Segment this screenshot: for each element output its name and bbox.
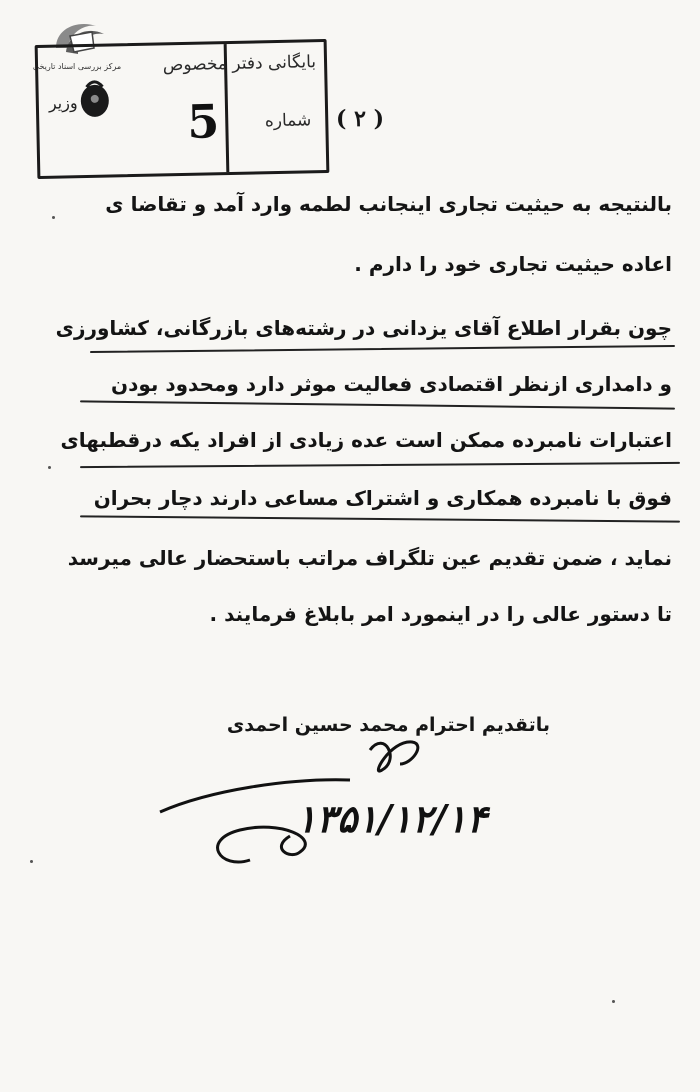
letter-line: اعتبارات نامبرده ممکن است عده زیادی از افراد یکه درقطبهای xyxy=(60,428,672,452)
letter-line: چون بقرار اطلاع آقای یزدانی در رشته‌های بازرگانی، کشاورزی xyxy=(55,316,672,340)
page-number: ( ۲ ) xyxy=(336,106,384,132)
stamp-header: بایگانی دفتر مخصوص xyxy=(162,52,317,76)
closing-line: باتقدیم احترام محمد حسین احمدی xyxy=(226,714,550,736)
underline-mark xyxy=(80,400,675,409)
handwritten-date: ۱۳۵۱/۱۲/۱۴ xyxy=(296,796,488,841)
scan-speck xyxy=(612,1000,615,1003)
letter-line: بالنتیجه به حیثیت تجاری اینجانب لطمه وارد آمد و تقاضا ی xyxy=(105,192,672,216)
scan-speck xyxy=(52,216,55,219)
stamp-number: 5 xyxy=(186,94,220,149)
stamp-seal-text: وزیر xyxy=(48,93,78,113)
underline-mark xyxy=(90,345,675,353)
underline-mark xyxy=(80,515,680,522)
registry-stamp xyxy=(35,39,330,179)
scan-speck xyxy=(30,860,33,863)
underline-mark xyxy=(80,462,680,468)
letter-line: اعاده حیثیت تجاری خود را دارم . xyxy=(354,252,672,276)
signature-icon xyxy=(150,720,470,870)
seal-icon xyxy=(74,76,115,121)
letter-line: تا دستور عالی را در اینمورد امر بابلاغ فرمایند . xyxy=(209,602,672,626)
letter-line: نماید ، ضمن تقدیم عین تلگراف مراتب باستحضار عالی میرسد xyxy=(67,546,672,570)
letter-line: فوق با نامبرده همکاری و اشتراک مساعی دارند دچار بحران xyxy=(93,486,672,510)
stamp-number-label: شماره xyxy=(264,110,312,132)
letter-line: و دامداری ازنظر اقتصادی فعالیت موثر دارد ومحدود بودن xyxy=(111,372,672,396)
archive-logo-caption: مرکز بررسی اسناد تاریخی xyxy=(32,62,122,71)
scan-speck xyxy=(48,466,51,469)
